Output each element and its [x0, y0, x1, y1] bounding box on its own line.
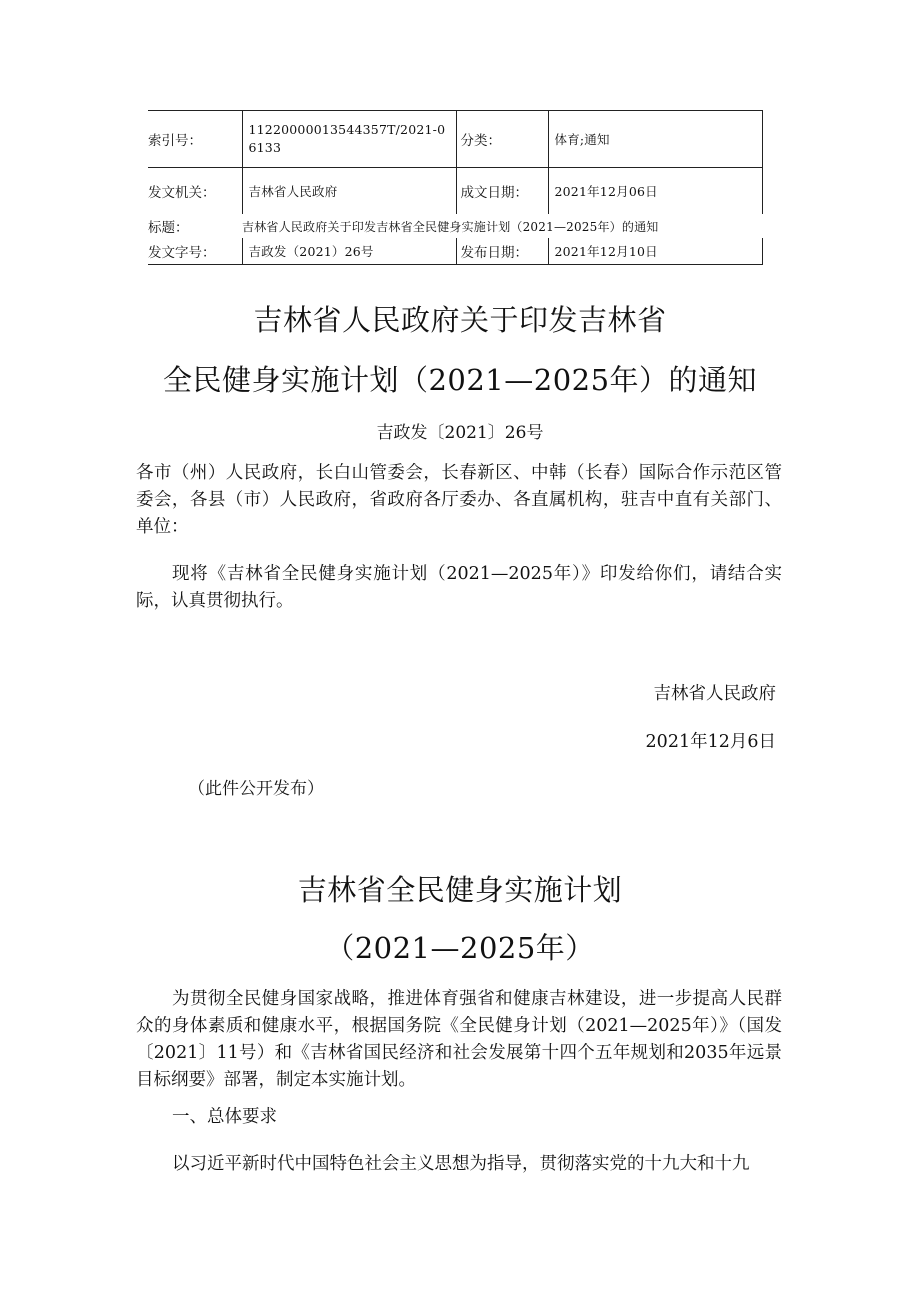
notice-body: 现将《吉林省全民健身实施计划（2021—2025年）》印发给你们，请结合实际，认真贯彻执行。 — [136, 564, 782, 611]
notice-doc-number: 吉政发〔2021〕26号 — [376, 423, 544, 443]
issuer-value: 吉林省人民政府 — [242, 168, 456, 215]
publish-date-label: 发布日期： — [456, 238, 548, 265]
docnum-value: 吉政发（2021）26号 — [242, 238, 456, 265]
metadata-row-docnum — [148, 238, 762, 265]
category-value: 体育;通知 — [548, 111, 762, 168]
title-label: 标题： — [148, 220, 189, 236]
plan-title-line2: （2021—2025年） — [325, 931, 595, 965]
plan-title-line1: 吉林省全民健身实施计划 — [297, 873, 623, 907]
notice-title-line1: 吉林省人民政府关于印发吉林省 — [253, 303, 667, 337]
written-date-label: 成文日期： — [456, 168, 548, 215]
section-1-text: 以习近平新时代中国特色社会主义思想为指导，贯彻落实党的十九大和十九 — [172, 1154, 750, 1174]
notice-addressees: 各市（州）人民政府，长白山管委会，长春新区、中韩（长春）国际合作示范区管委会，各县（市）人民政府，省政府各厅委办、各直属机构，驻吉中直有关部门、单位： — [136, 463, 782, 537]
publish-note: （此件公开发布） — [188, 779, 324, 799]
notice-title-line2: 全民健身实施计划（2021—2025年）的通知 — [162, 363, 758, 397]
docnum-label: 发文字号： — [148, 238, 242, 265]
issuer-label: 发文机关： — [148, 168, 242, 215]
notice-signature: 吉林省人民政府 — [653, 684, 776, 704]
index-label: 索引号： — [148, 111, 242, 168]
metadata-row-issuer — [148, 168, 762, 215]
title-value: 吉林省人民政府关于印发吉林省全民健身实施计划（2021—2025年）的通知 — [242, 219, 659, 234]
publish-date-value: 2021年12月10日 — [548, 238, 762, 265]
index-value: 11220000013544357T/2021-06133 — [242, 111, 456, 168]
notice-date: 2021年12月6日 — [645, 732, 776, 752]
written-date-value: 2021年12月06日 — [548, 168, 762, 215]
category-label: 分类： — [456, 111, 548, 168]
section-heading-1: 一、总体要求 — [172, 1107, 277, 1127]
document-metadata-table — [148, 110, 763, 265]
plan-intro: 为贯彻全民健身国家战略，推进体育强省和健康吉林建设，进一步提高人民群众的身体素质和健康水平，根据国务院《全民健身计划（2021—2025年）》（国发〔2021〕11号）和《吉林省国民经济和社会发展第十四个五年规划和2035年远景目标纲要》部署，制定本实施计划。 — [136, 989, 782, 1090]
metadata-row-title — [148, 214, 762, 238]
metadata-row-index — [148, 111, 762, 168]
